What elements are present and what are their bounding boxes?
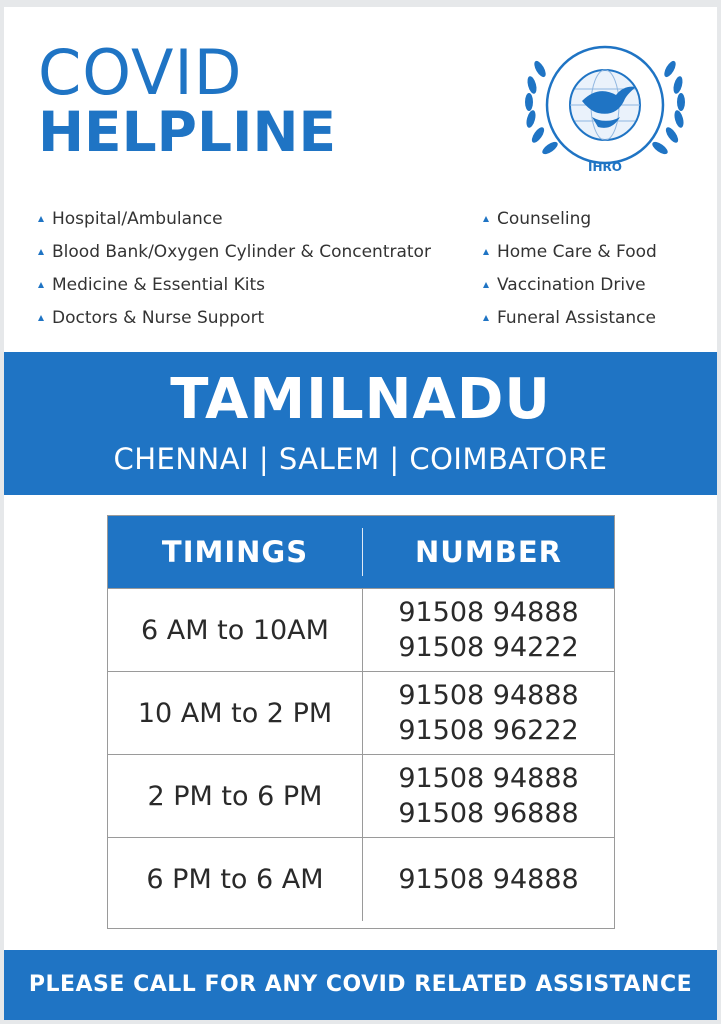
- timing-cell: 2 PM to 6 PM: [147, 780, 323, 812]
- poster-title-line1: COVID: [38, 36, 243, 109]
- triangle-bullet-icon: [483, 282, 489, 288]
- service-item: [38, 302, 431, 335]
- table-row: [108, 588, 614, 671]
- state-name: TAMILNADU: [170, 367, 551, 432]
- table-row: [108, 837, 614, 920]
- timing-cell: 10 AM to 2 PM: [137, 697, 333, 729]
- number-cell: [363, 672, 614, 754]
- service-item: [483, 236, 657, 269]
- region-banner: [4, 352, 717, 495]
- poster-title-line2: HELPLINE: [38, 100, 337, 164]
- timing-cell: 6 AM to 10AM: [141, 614, 329, 646]
- timing-cell: 6 PM to 6 AM: [146, 863, 324, 895]
- phone-number[interactable]: 91508 96888: [398, 798, 579, 829]
- phone-number[interactable]: 91508 94888: [398, 863, 579, 895]
- service-label: Hospital/Ambulance: [52, 209, 223, 229]
- services-list-right: [483, 203, 657, 335]
- table-row: [108, 754, 614, 837]
- ihro-emblem-icon: [520, 41, 690, 176]
- column-header-number: NUMBER: [415, 535, 562, 569]
- service-label: Counseling: [497, 209, 592, 229]
- city-list: CHENNAI | SALEM | COIMBATORE: [113, 442, 608, 476]
- triangle-bullet-icon: [38, 315, 44, 321]
- number-cell: [363, 838, 614, 920]
- service-item: [483, 302, 657, 335]
- service-item: [38, 269, 431, 302]
- triangle-bullet-icon: [483, 216, 489, 222]
- phone-number[interactable]: 91508 96222: [398, 715, 579, 746]
- service-label: Doctors & Nurse Support: [52, 308, 265, 328]
- triangle-bullet-icon: [38, 282, 44, 288]
- service-item: [38, 203, 431, 236]
- service-item: [483, 269, 657, 302]
- service-label: Blood Bank/Oxygen Cylinder & Concentrator: [52, 242, 431, 262]
- number-cell: [363, 755, 614, 837]
- service-label: Funeral Assistance: [497, 308, 656, 328]
- phone-number[interactable]: 91508 94888: [398, 597, 579, 628]
- service-label: Vaccination Drive: [497, 275, 646, 295]
- phone-number[interactable]: 91508 94888: [398, 763, 579, 794]
- column-header-timings: TIMINGS: [161, 535, 309, 569]
- number-cell: [363, 589, 614, 671]
- services-list-left: [38, 203, 431, 335]
- table-header-row: [108, 516, 614, 588]
- helpline-poster: [4, 7, 717, 1020]
- triangle-bullet-icon: [483, 249, 489, 255]
- service-item: [38, 236, 431, 269]
- triangle-bullet-icon: [38, 249, 44, 255]
- logo-abbr: IHRO: [588, 160, 622, 174]
- ihro-logo: [520, 41, 690, 176]
- service-label: Home Care & Food: [497, 242, 657, 262]
- table-row: [108, 671, 614, 754]
- triangle-bullet-icon: [38, 216, 44, 222]
- phone-number[interactable]: 91508 94888: [398, 680, 579, 711]
- footer-call-to-action: PLEASE CALL FOR ANY COVID RELATED ASSISTANCE: [4, 950, 717, 1020]
- phone-number[interactable]: 91508 94222: [398, 632, 579, 663]
- helpline-timings-table: [107, 515, 615, 929]
- service-item: [483, 203, 657, 236]
- service-label: Medicine & Essential Kits: [52, 275, 266, 295]
- triangle-bullet-icon: [483, 315, 489, 321]
